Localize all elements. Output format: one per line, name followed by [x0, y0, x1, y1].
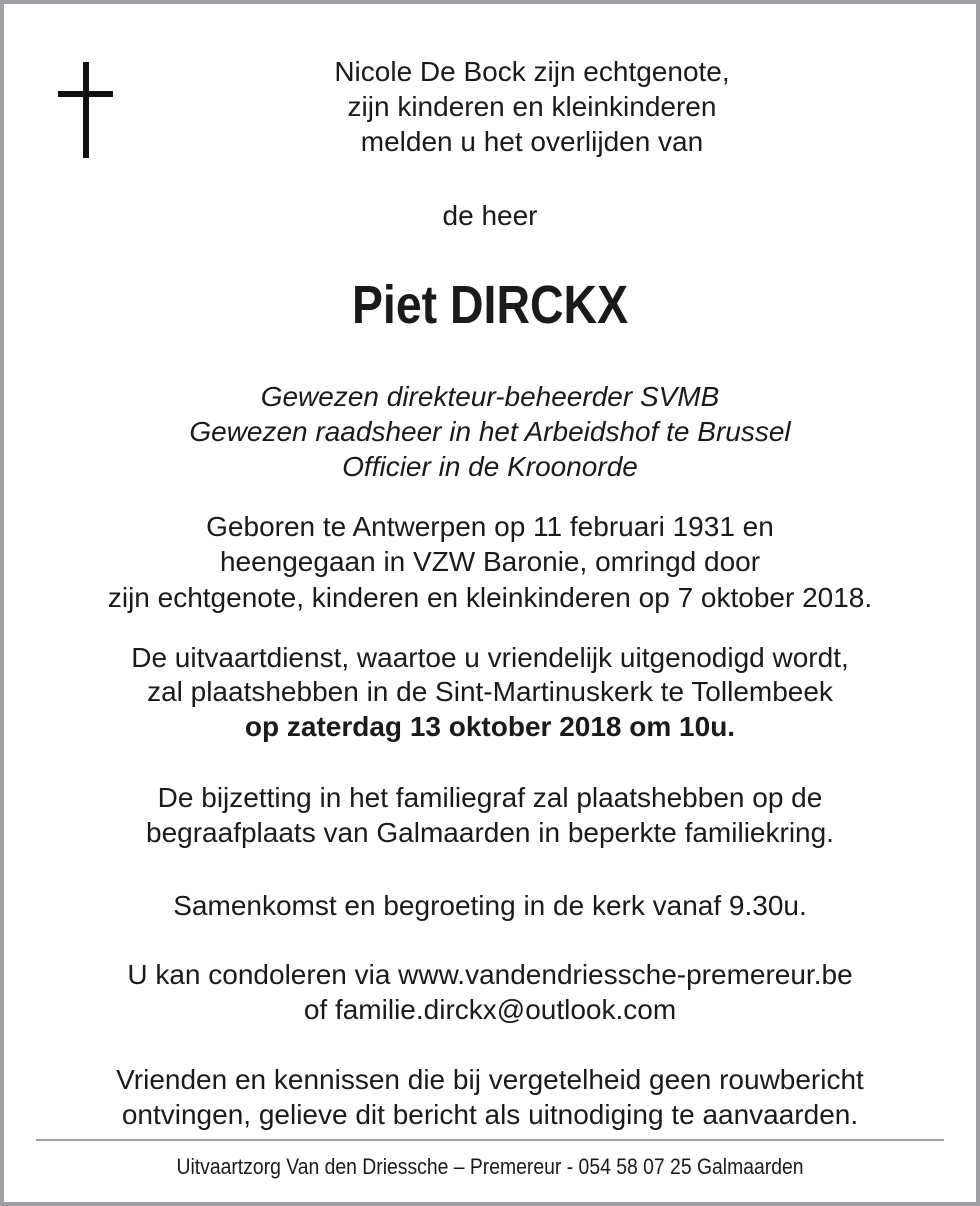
divider: [36, 1139, 944, 1141]
deceased-name: Piet DIRCKX: [351, 275, 629, 335]
birth-line: zijn echtgenote, kinderen en kleinkinderen op 7 oktober 2018.: [107, 582, 873, 613]
gathering-line: Samenkomst en begroeting in de kerk vanaf 9.30u.: [173, 890, 807, 921]
closing-line: ontvingen, gelieve dit bericht als uitnodiging te aanvaarden.: [121, 1099, 859, 1130]
title-line: Officier in de Kroonorde: [342, 451, 638, 482]
burial-line: begraafplaats van Galmaarden in beperkte familiekring.: [146, 817, 834, 848]
intro-line: melden u het overlijden van: [360, 126, 704, 157]
condolence-line: U kan condoleren via www.vandendriessche-premereur.be: [127, 959, 853, 990]
salutation: de heer: [442, 200, 538, 231]
intro-line: zijn kinderen en kleinkinderen: [347, 91, 717, 122]
footer-funeral-home: Uitvaartzorg Van den Driessche – Premereur - 054 58 07 25 Galmaarden: [176, 1154, 804, 1179]
service-line: zal plaatshebben in de Sint-Martinuskerk te Tollembeek: [147, 676, 833, 707]
title-line: Gewezen direkteur-beheerder SVMB: [260, 381, 720, 412]
service-date: op zaterdag 13 oktober 2018 om 10u.: [244, 711, 736, 742]
closing-line: Vrienden en kennissen die bij vergetelheid geen rouwbericht: [116, 1064, 864, 1095]
title-line: Gewezen raadsheer in het Arbeidshof te Brussel: [189, 416, 791, 447]
condolence-line: of familie.dirckx@outlook.com: [303, 994, 677, 1025]
birth-line: Geboren te Antwerpen op 11 februari 1931 en: [206, 511, 774, 542]
burial-line: De bijzetting in het familiegraf zal plaatshebben op de: [157, 782, 823, 813]
service-line: De uitvaartdienst, waartoe u vriendelijk uitgenodigd wordt,: [131, 642, 849, 673]
birth-line: heengegaan in VZW Baronie, omringd door: [219, 546, 761, 577]
intro-line: Nicole De Bock zijn echtgenote,: [334, 56, 730, 87]
